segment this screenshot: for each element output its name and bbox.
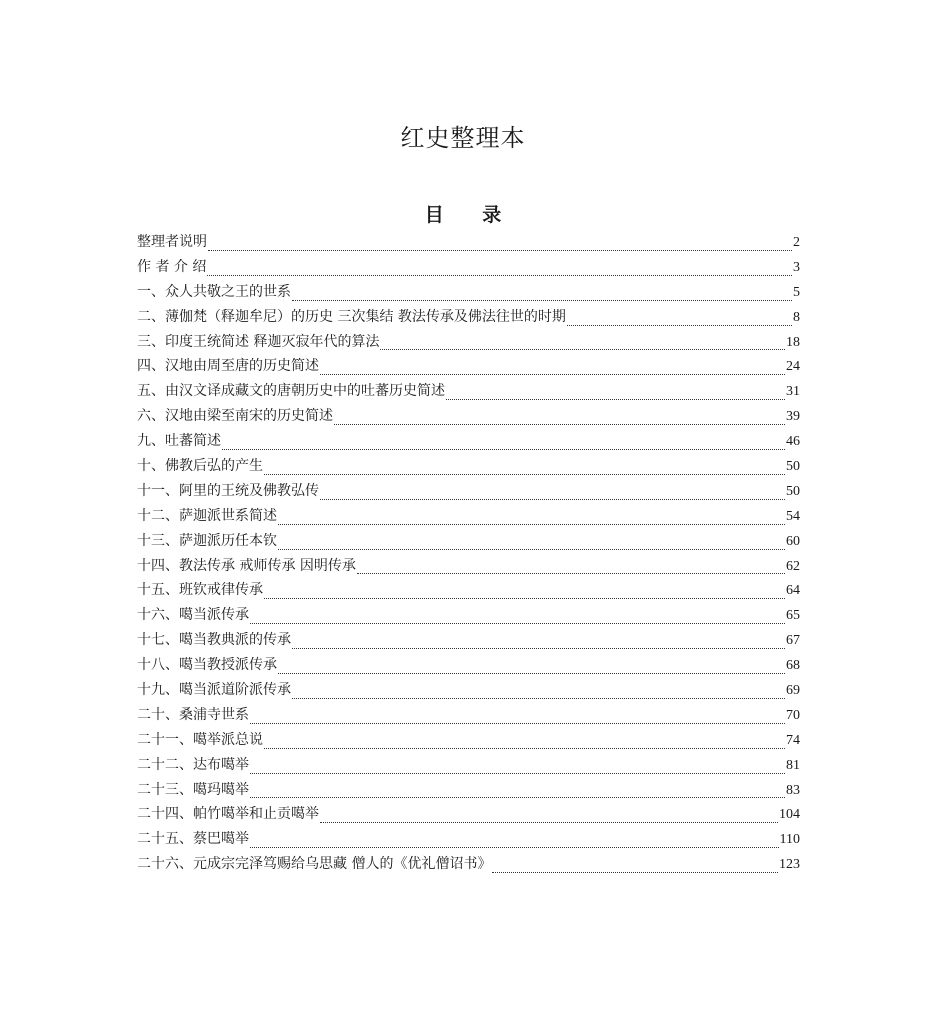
toc-entry[interactable] <box>137 354 800 379</box>
toc-entry-page-number: 123 <box>779 857 800 873</box>
dot-leader <box>264 598 785 599</box>
toc-entry[interactable] <box>137 255 800 280</box>
dot-leader <box>222 449 785 450</box>
dot-leader <box>208 250 792 251</box>
toc-entry[interactable] <box>137 628 800 653</box>
toc-entry-label: 二十五、蔡巴噶举 <box>137 831 249 848</box>
toc-entry-label: 五、由汉文译成藏文的唐朝历史中的吐蕃历史简述 <box>137 383 445 400</box>
toc-entry-page-number: 83 <box>786 782 800 798</box>
toc-entry-page-number: 64 <box>786 583 800 599</box>
toc-entry-page-number: 70 <box>786 707 800 723</box>
toc-entry-page-number: 50 <box>786 459 800 475</box>
dot-leader <box>278 549 785 550</box>
toc-entry-page-number: 60 <box>786 533 800 549</box>
toc-entry-label: 作 者 介 绍 <box>137 258 207 275</box>
toc-entry[interactable] <box>137 827 800 852</box>
toc-entry[interactable] <box>137 479 800 504</box>
toc-entry-page-number: 68 <box>786 658 800 674</box>
dot-leader <box>250 623 785 624</box>
dot-leader <box>446 399 785 400</box>
toc-entry-page-number: 50 <box>786 483 800 499</box>
dot-leader <box>207 275 792 276</box>
toc-entry[interactable] <box>137 504 800 529</box>
toc-entry-label: 十八、噶当教授派传承 <box>137 657 277 674</box>
toc-entry-page-number: 65 <box>786 608 800 624</box>
toc-entry-page-number: 69 <box>786 683 800 699</box>
dot-leader <box>380 349 785 350</box>
toc-entry-page-number: 46 <box>786 434 800 450</box>
toc-entry-page-number: 62 <box>786 558 800 574</box>
toc-entry-page-number: 2 <box>793 235 800 250</box>
dot-leader <box>567 325 792 326</box>
dot-leader <box>492 872 778 873</box>
toc-entry-page-number: 31 <box>786 384 800 400</box>
toc-entry-page-number: 24 <box>786 359 800 375</box>
toc-entry-label: 二十二、达布噶举 <box>137 756 249 773</box>
toc-entry-label: 二十四、帕竹噶举和止贡噶举 <box>137 806 319 823</box>
toc-entry[interactable] <box>137 653 800 678</box>
toc-entry-label: 四、汉地由周至唐的历史简述 <box>137 358 319 375</box>
toc-entry[interactable] <box>137 678 800 703</box>
toc-entry[interactable] <box>137 802 800 827</box>
toc-entry-label: 十六、噶当派传承 <box>137 607 249 624</box>
toc-entry-label: 十、佛教后弘的产生 <box>137 458 263 475</box>
dot-leader <box>334 424 785 425</box>
dot-leader <box>278 673 785 674</box>
toc-entry-label: 十九、噶当派道阶派传承 <box>137 682 291 699</box>
toc-heading: 目 录 <box>424 204 518 226</box>
toc-entry-label: 九、吐蕃简述 <box>137 433 221 450</box>
dot-leader <box>264 474 785 475</box>
toc-entry[interactable] <box>137 230 800 255</box>
toc-entry-page-number: 67 <box>786 633 800 649</box>
toc-entry-page-number: 110 <box>779 832 800 848</box>
toc-entry-label: 一、众人共敬之王的世系 <box>137 283 291 300</box>
dot-leader <box>357 573 785 574</box>
toc-entry-label: 二、薄伽梵（释迦牟尼）的历史 三次集结 教法传承及佛法往世的时期 <box>137 308 566 325</box>
toc-entry[interactable] <box>137 603 800 628</box>
dot-leader <box>250 847 779 848</box>
toc-entry-label: 十五、班钦戒律传承 <box>137 582 263 599</box>
toc-entry[interactable] <box>137 554 800 579</box>
dot-leader <box>320 499 785 500</box>
dot-leader <box>320 822 778 823</box>
toc-entry[interactable] <box>137 529 800 554</box>
toc-entry-label: 二十六、元成宗完泽笃赐给乌思藏 僧人的《优礼僧诏书》 <box>137 856 492 873</box>
toc-entry-label: 十二、萨迦派世系简述 <box>137 507 277 524</box>
toc-entry-page-number: 39 <box>786 409 800 425</box>
toc-entry-label: 十三、萨迦派历任本钦 <box>137 532 277 549</box>
toc-entry[interactable] <box>137 778 800 803</box>
dot-leader <box>250 773 785 774</box>
dot-leader <box>292 698 785 699</box>
dot-leader <box>250 797 785 798</box>
toc-entry[interactable] <box>137 454 800 479</box>
toc-entry[interactable] <box>137 753 800 778</box>
toc-entry[interactable] <box>137 330 800 355</box>
toc-entry[interactable] <box>137 728 800 753</box>
toc-entry-label: 十四、教法传承 戒师传承 因明传承 <box>137 557 356 574</box>
toc-entry-label: 十七、噶当教典派的传承 <box>137 632 291 649</box>
document-title: 红史整理本 <box>400 124 526 152</box>
dot-leader <box>264 748 785 749</box>
table-of-contents <box>137 230 800 877</box>
toc-entry[interactable] <box>137 280 800 305</box>
toc-entry[interactable] <box>137 429 800 454</box>
toc-entry[interactable] <box>137 404 800 429</box>
toc-entry-page-number: 5 <box>793 284 800 300</box>
toc-entry-page-number: 3 <box>793 259 800 275</box>
toc-entry-page-number: 81 <box>786 757 800 773</box>
toc-entry-label: 整理者说明 <box>137 234 207 250</box>
toc-entry-label: 二十、桑浦寺世系 <box>137 706 249 723</box>
toc-entry[interactable] <box>137 305 800 330</box>
toc-entry-page-number: 74 <box>786 732 800 748</box>
toc-entry-page-number: 8 <box>793 309 800 325</box>
toc-entry-label: 六、汉地由梁至南宋的历史简述 <box>137 408 333 425</box>
toc-entry-page-number: 104 <box>779 807 800 823</box>
dot-leader <box>292 300 792 301</box>
toc-entry-label: 三、印度王统简述 释迦灭寂年代的算法 <box>137 333 380 350</box>
toc-entry-page-number: 54 <box>786 508 800 524</box>
toc-entry[interactable] <box>137 578 800 603</box>
toc-entry-label: 二十一、噶举派总说 <box>137 731 263 748</box>
dot-leader <box>292 648 785 649</box>
dot-leader <box>320 374 785 375</box>
dot-leader <box>278 524 785 525</box>
toc-entry[interactable] <box>137 703 800 728</box>
toc-entry-label: 二十三、噶玛噶举 <box>137 781 249 798</box>
dot-leader <box>250 723 785 724</box>
toc-entry-label: 十一、阿里的王统及佛教弘传 <box>137 482 319 499</box>
toc-entry-page-number: 18 <box>786 334 800 350</box>
toc-entry[interactable] <box>137 852 800 877</box>
toc-entry[interactable] <box>137 379 800 404</box>
